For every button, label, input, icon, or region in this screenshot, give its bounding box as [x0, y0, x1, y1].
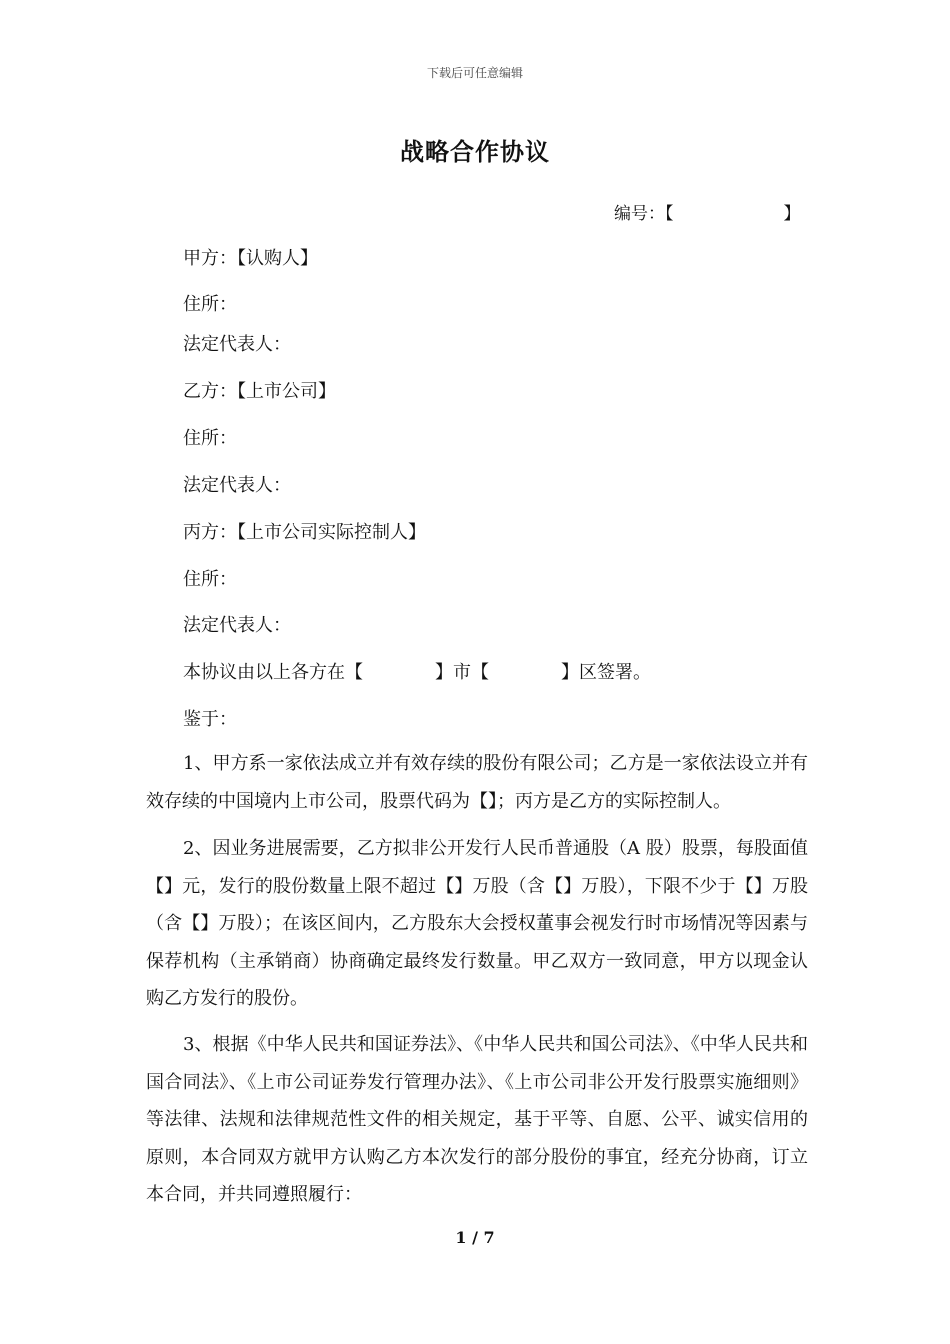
contract-number-open: 【	[665, 204, 674, 224]
contract-number-label: 编号：	[614, 204, 665, 224]
party-b-address: 住所：	[183, 428, 237, 449]
clause-2: 2、因业务进展需要，乙方拟非公开发行人民币普通股（A 股）股票，每股面值【】元，发行的股份数量上限不超过【】万股（含【】万股），下限不少于【】万股（含【】万股）；在该区间内，乙方股东大会授权董事会视发行时市场情况等因素与保荐机构（主承销商）协商确定最终发行数量。甲乙双方一致同意，甲方以现金认购乙方发行的股份。	[146, 838, 808, 1009]
clause-1: 1、甲方系一家依法成立并有效存续的股份有限公司；乙方是一家依法设立并有效存续的中国境内上市公司，股票代码为【】；丙方是乙方的实际控制人。	[146, 753, 808, 812]
party-a-address: 住所：	[183, 294, 237, 315]
signing-mid: 】市【	[435, 662, 489, 683]
party-c-rep: 法定代表人：	[183, 615, 291, 636]
party-b-rep: 法定代表人：	[183, 475, 291, 496]
signing-suffix: 】区签署。	[561, 662, 651, 683]
contract-number	[614, 199, 801, 224]
party-a-label: 甲方：【认购人】	[183, 248, 318, 269]
signing-prefix: 本协议由以上各方在【	[183, 662, 363, 683]
page-header: 下载后可任意编辑	[426, 66, 523, 80]
party-c-address: 住所：	[183, 569, 237, 590]
whereas-heading: 鉴于：	[183, 709, 237, 730]
signing-location	[183, 658, 651, 684]
party-b-label: 乙方：【上市公司】	[183, 381, 336, 402]
party-c-label: 丙方：【上市公司实际控制人】	[183, 522, 426, 543]
clause-3: 3、根据《中华人民共和国证券法》、《中华人民共和国公司法》、《中华人民共和国合同法》、《上市公司证券发行管理办法》、《上市公司非公开发行股票实施细则》等法律、法规和法律规范性文件的相关规定，基于平等、自愿、公平、诚实信用的原则，本合同双方就甲方认购乙方本次发行的部分股份的事宜，经充分协商，订立本合同，并共同遵照履行：	[146, 1034, 808, 1205]
document-title: 战略合作协议	[400, 137, 550, 166]
page-number: 1 / 7	[455, 1228, 495, 1247]
party-a-rep: 法定代表人：	[183, 334, 291, 355]
contract-number-close: 】	[783, 204, 801, 224]
